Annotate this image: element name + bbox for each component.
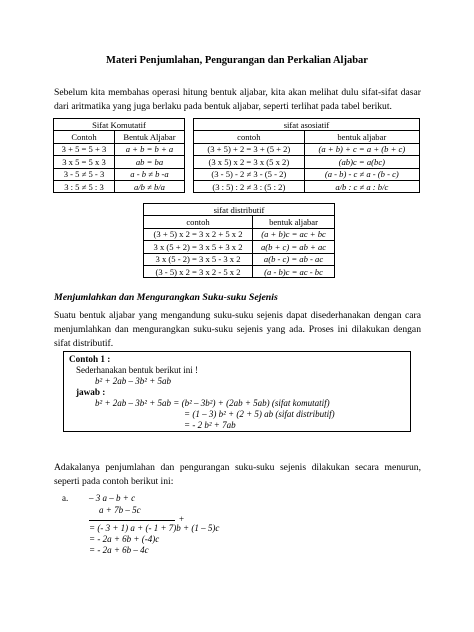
table-cell: (3 + 5) + 2 = 3 + (5 + 2) (194, 143, 305, 155)
descending-paragraph: Adakalanya penjumlahan dan pengurangan suku-suku sejenis dilakukan secara menurun, seperti pada contoh berikut ini: (54, 462, 421, 487)
section-heading: Menjumlahkan dan Mengurangkan Suku-suku Sejenis (54, 292, 278, 303)
table-cell: a - b ≠ b -a (114, 168, 184, 180)
example-a-row-4: = - 2a + 6b + (-4)c (89, 534, 160, 544)
table-cell: 3 x 5 = 5 x 3 (54, 156, 115, 168)
column-header: bentuk aljabar (253, 216, 335, 228)
example-box (63, 351, 411, 432)
table-cell: (3 x 5) x 2 = 3 x (5 x 2) (194, 156, 305, 168)
column-header: Bentuk Aljabar (114, 131, 184, 143)
table-cell: a/b ≠ b/a (114, 180, 184, 192)
table-title: sifat asosiatif (194, 119, 420, 131)
table-cell: a/b : c ≠ a : b/c (304, 180, 419, 192)
table-cell: (a + b) + c = a + (b + c) (304, 143, 419, 155)
example-label: Contoh 1 : (69, 354, 111, 364)
table-cell: ab = ba (114, 156, 184, 168)
example-a-label: a. (62, 493, 69, 503)
table-cell: a(b + c) = ab + ac (253, 241, 335, 253)
answer-label: jawab : (76, 387, 106, 397)
example-a-row-1: – 3 a – b + c (89, 493, 136, 503)
table-cell: 3 x (5 - 2) = 3 x 5 - 3 x 2 (144, 253, 253, 265)
table-row (194, 168, 420, 180)
answer-line-3: = - 2 b² + 7ab (184, 420, 236, 430)
table-cell: a + b = b + a (114, 143, 184, 155)
table-row (194, 180, 420, 192)
table-row (54, 180, 185, 192)
page-title: Materi Penjumlahan, Pengurangan dan Perkalian Aljabar (106, 55, 368, 66)
answer-line-1: b² + 2ab – 3b² + 5ab = (b² – 3b²) + (2ab + 5ab) (sifat komutatif) (95, 398, 330, 408)
table-cell: (a + b)c = ac + bc (253, 228, 335, 240)
example-a-row-5: = - 2a + 6b – 4c (89, 545, 149, 555)
section-paragraph: Suatu bentuk aljabar yang mengandung suku-suku sejenis dapat disederhanakan dengan cara menjumlahkan dan mengurangkan suku-suku sejenis yang ada. Proses ini dilakukan dengan sifat distributif. (54, 310, 421, 349)
table-cell: (ab)c = a(bc) (304, 156, 419, 168)
plus-sign: + (179, 514, 185, 524)
column-header: contoh (144, 216, 253, 228)
table-asosiatif (193, 118, 420, 193)
table-cell: (a - b) - c ≠ a - (b - c) (304, 168, 419, 180)
table-row (194, 156, 420, 168)
table-title: Sifat Komutatif (54, 119, 185, 131)
table-row (144, 228, 335, 240)
intro-paragraph: Sebelum kita membahas operasi hitung bentuk aljabar, kita akan melihat dulu sifat-sifat dasar dari aritmatika yang juga berlaku pada bentuk aljabar, seperti terlihat pada tabel berikut. (54, 87, 421, 112)
table-cell: a(b - c) = ab - ac (253, 253, 335, 265)
table-cell: 3 + 5 = 5 + 3 (54, 143, 115, 155)
table-distributif (143, 203, 335, 278)
example-expression: b² + 2ab – 3b² + 5ab (95, 376, 172, 386)
table-title: sifat distributif (144, 204, 335, 216)
table-cell: (a - b)c = ac - bc (253, 265, 335, 277)
table-cell: (3 + 5) x 2 = 3 x 2 + 5 x 2 (144, 228, 253, 240)
table-cell: (3 : 5) : 2 ≠ 3 : (5 : 2) (194, 180, 305, 192)
column-header: bentuk aljabar (304, 131, 419, 143)
table-cell: 3 : 5 ≠ 5 : 3 (54, 180, 115, 192)
column-header: Contoh (54, 131, 115, 143)
table-row (144, 265, 335, 277)
table-cell: 3 x (5 + 2) = 3 x 5 + 3 x 2 (144, 241, 253, 253)
table-row (144, 241, 335, 253)
table-row (54, 168, 185, 180)
table-row (194, 143, 420, 155)
table-cell: 3 - 5 ≠ 5 - 3 (54, 168, 115, 180)
table-row (144, 253, 335, 265)
example-instruction: Sederhanakan bentuk berikut ini ! (76, 365, 198, 375)
table-row (54, 156, 185, 168)
answer-line-2: = (1 – 3) b² + (2 + 5) ab (sifat distributif) (184, 409, 335, 419)
example-a-row-2: a + 7b – 5c (99, 505, 141, 515)
table-komutatif (53, 118, 185, 193)
sum-line (89, 520, 175, 521)
example-a-row-3: = (- 3 + 1) a + (- 1 + 7)b + (1 – 5)c (89, 523, 220, 533)
table-row (54, 143, 185, 155)
table-cell: (3 - 5) x 2 = 3 x 2 - 5 x 2 (144, 265, 253, 277)
column-header: contoh (194, 131, 305, 143)
table-cell: (3 - 5) - 2 ≠ 3 - (5 - 2) (194, 168, 305, 180)
